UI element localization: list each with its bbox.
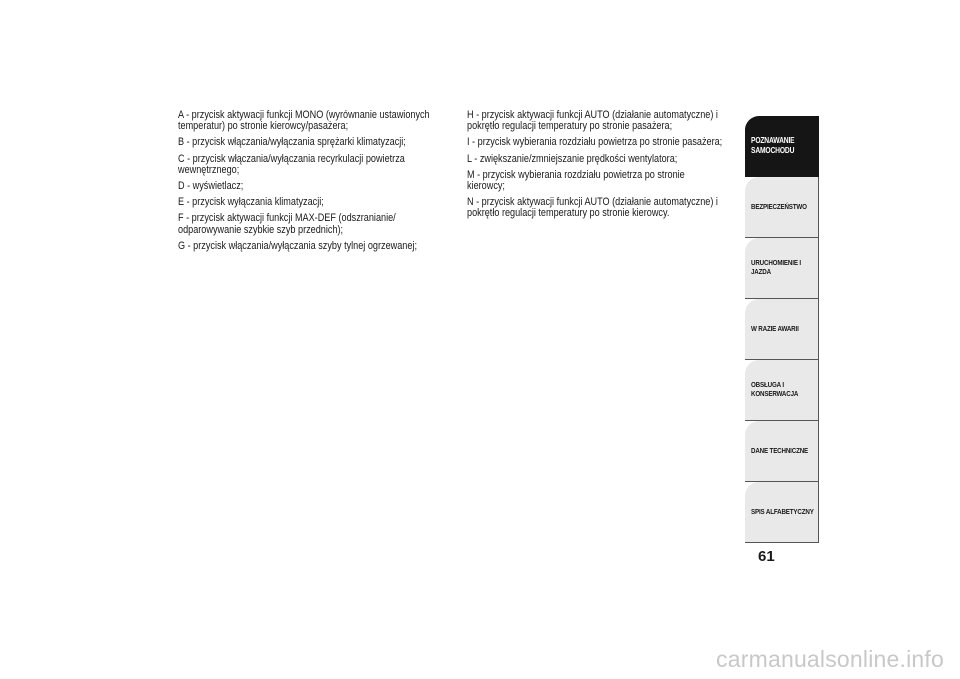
legend-item-a: A - przycisk aktywacji funkcji MONO (wyrównanie ustawionych temperatur) po stronie kierowcy/pasażera; <box>178 109 430 133</box>
tab-label: W RAZIE AWARII <box>751 324 799 333</box>
tab-label: OBSŁUGA I KONSERWACJA <box>751 380 799 398</box>
tab-poznawanie-samochodu[interactable] <box>745 116 819 177</box>
tab-obsluga-i-konserwacja[interactable] <box>745 360 819 421</box>
tab-label: SPIS ALFABETYCZNY <box>751 507 814 516</box>
legend-item-b: B - przycisk włączania/wyłączania sprężarki klimatyzacji; <box>178 136 406 149</box>
tab-dane-techniczne[interactable] <box>745 421 819 482</box>
tab-bezpieczenstwo[interactable] <box>745 177 819 238</box>
tab-label: DANE TECHNICZNE <box>751 446 809 455</box>
chapter-sidebar <box>745 116 819 543</box>
legend-item-l: L - zwiększanie/zmniejszanie prędkości wentylatora; <box>467 152 678 165</box>
legend-item-m: M - przycisk wybierania rozdziału powietrza po stronie kierowcy; <box>467 168 685 193</box>
legend-item-n: N - przycisk aktywacji funkcji AUTO (działanie automatyczne) i pokrętło regulacji temperatury po stronie kierowcy. <box>467 196 718 220</box>
tab-w-razie-awarii[interactable] <box>745 299 819 360</box>
legend-item-i: I - przycisk wybierania rozdziału powietrza po stronie pasażera; <box>467 136 723 149</box>
legend-item-h: H - przycisk aktywacji funkcji AUTO (działanie automatyczne) i pokrętło regulacji temperatury po stronie pasażera; <box>467 109 718 133</box>
legend-item-c: C - przycisk włączania/wyłączania recyrkulacji powietrza wewnętrznego; <box>178 152 405 176</box>
legend-item-e: E - przycisk wyłączania klimatyzacji; <box>178 196 324 209</box>
tab-label: URUCHOMIENIE I JAZDA <box>751 258 801 276</box>
tab-uruchomienie-i-jazda[interactable] <box>745 238 819 299</box>
legend-item-g: G - przycisk włączania/wyłączania szyby tylnej ogrzewanej; <box>178 239 417 252</box>
legend-item-f: F - przycisk aktywacji funkcji MAX-DEF (odszranianie/ odparowywanie szybkie szyb przednich); <box>178 212 396 236</box>
tab-label: POZNAWANIE SAMOCHODU <box>751 136 795 155</box>
left-legend-column <box>178 110 436 257</box>
legend-item-d: D - wyświetlacz; <box>178 180 244 193</box>
page-number: 61 <box>758 548 775 565</box>
tab-spis-alfabetyczny[interactable] <box>745 482 819 543</box>
tab-label: BEZPIECZEŃSTWO <box>751 202 807 211</box>
watermark: carmanualsonline.info <box>716 646 944 672</box>
right-legend-column <box>467 110 725 225</box>
